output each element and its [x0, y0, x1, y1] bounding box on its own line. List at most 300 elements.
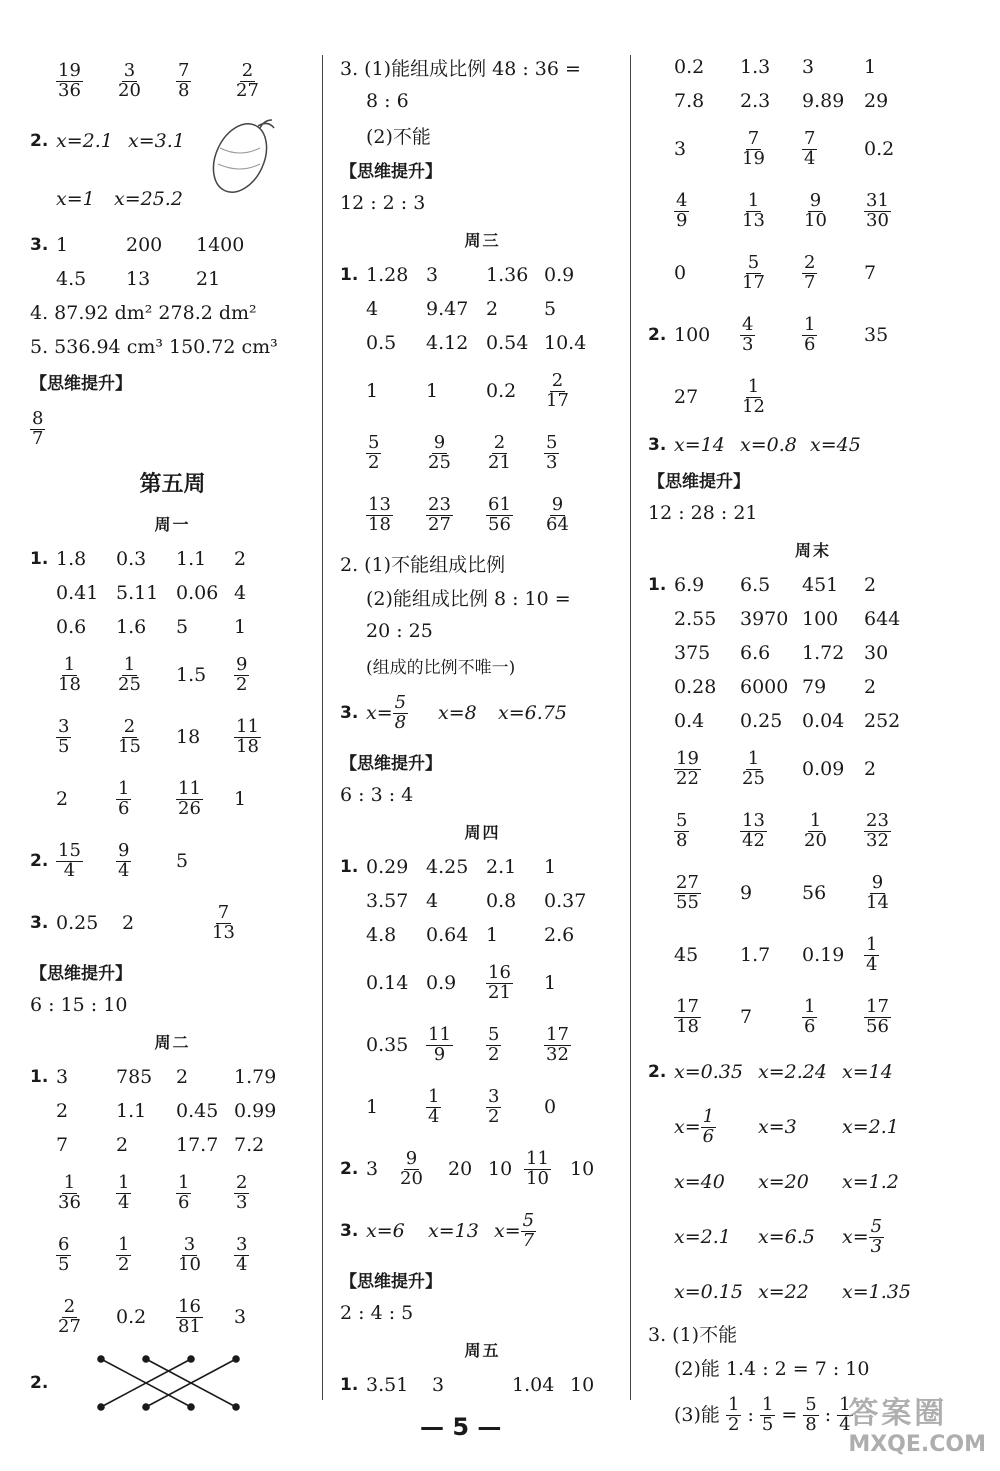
- answer-value: 1: [234, 615, 247, 638]
- fraction: 7 4: [804, 127, 816, 169]
- answer-value: x=20: [758, 1170, 809, 1193]
- answer-value: [56, 653, 116, 695]
- fraction: 1 6: [804, 995, 816, 1037]
- answer-value: 1.1: [116, 1099, 147, 1122]
- answer-row: [648, 366, 978, 428]
- answer-value: [740, 189, 802, 231]
- fraction: 5 8: [805, 1393, 817, 1435]
- answer-value: 2: [864, 675, 877, 698]
- answer-value: [56, 1295, 116, 1337]
- answer-value: [544, 493, 604, 535]
- answer-row: [648, 1096, 978, 1158]
- answer-value: 0.37: [544, 889, 587, 912]
- fraction: 17 32: [546, 1023, 569, 1065]
- answer-row: 3. 0.25 2 7 13: [30, 892, 315, 954]
- answer-row: (3)能 1 2 : 1 5 = 5 8 : 1 4: [674, 1393, 851, 1435]
- answer-row: 2. 15 4 9 4 5: [30, 830, 315, 892]
- fraction: 1 2: [118, 1233, 130, 1275]
- answer-value: 0.29: [366, 855, 409, 878]
- fraction: 16 21: [488, 961, 511, 1003]
- answer-value: 5: [176, 849, 189, 872]
- answer-value: [802, 251, 864, 293]
- answer-row: [30, 768, 315, 830]
- carrot-sticker-icon: [200, 118, 280, 208]
- answer-value: 1.8: [56, 547, 87, 570]
- answer-value: 252: [864, 709, 901, 732]
- answer-value: :: [747, 1403, 754, 1426]
- answer-value: 3: [802, 55, 815, 78]
- answer-row: [648, 924, 978, 986]
- fraction: 1 4: [866, 933, 878, 975]
- column-2: [340, 50, 625, 1402]
- fraction: 11 9: [428, 1023, 451, 1065]
- day-title: 周末: [794, 540, 831, 560]
- answer-value: [176, 1233, 234, 1275]
- fraction: 3 4: [236, 1233, 248, 1275]
- answer-row: [648, 986, 978, 1048]
- answer-value: x=40: [674, 1170, 725, 1193]
- fraction: 5 2: [488, 1023, 500, 1065]
- fraction: 4 3: [742, 313, 754, 355]
- answer-value: 0.2: [116, 1305, 147, 1328]
- answer-row: [340, 918, 625, 952]
- answer-value: [864, 809, 928, 851]
- answer-value: 35: [864, 323, 889, 346]
- answer-row: 2. x=2.1 x=3.1: [30, 129, 185, 152]
- fraction: 9 10: [804, 189, 827, 231]
- answer-value: 1: [234, 787, 247, 810]
- answer-value: 9.47: [426, 297, 469, 320]
- answer-value: x=2.1: [842, 1115, 899, 1138]
- answer-value: 6.5: [740, 573, 771, 596]
- answer-value: [864, 933, 928, 975]
- answer-value: 3: [366, 1157, 379, 1180]
- answer-value: 0.4: [674, 709, 705, 732]
- answer-row: [30, 1224, 315, 1286]
- answer-value: 0.8: [486, 889, 517, 912]
- fraction: 1 12: [742, 375, 765, 417]
- answer-value: [234, 1233, 294, 1275]
- answer-row: [648, 1158, 978, 1206]
- answer-value: 9: [740, 881, 753, 904]
- answer-value: [234, 1171, 294, 1213]
- answer-value: [802, 995, 864, 1037]
- fraction: 2 17: [546, 369, 569, 411]
- answer-row: [648, 636, 978, 670]
- answer-value: 0.28: [674, 675, 717, 698]
- day-title: 周四: [464, 822, 501, 842]
- answer-value: 1.28: [366, 263, 409, 286]
- section-header: 【思维提升】: [340, 753, 442, 774]
- answer-row: [648, 602, 978, 636]
- answer-value: [544, 369, 604, 411]
- answer-value: 0.64: [426, 923, 469, 946]
- answer-value: 20: [448, 1157, 473, 1180]
- answer-value: 2: [234, 547, 247, 570]
- answer-value: [740, 313, 802, 355]
- answer-row: [30, 1128, 315, 1162]
- answer-value: 5: [544, 297, 557, 320]
- answer-value: 17.7: [176, 1133, 219, 1156]
- page-number: — 5 —: [420, 1413, 502, 1441]
- answer-value: x=2.24: [758, 1060, 827, 1083]
- answer-value: 6.6: [740, 641, 771, 664]
- answer-row: [30, 1162, 315, 1224]
- fraction: 1 5: [761, 1393, 774, 1435]
- answer-value: 1.36: [486, 263, 529, 286]
- answer-row: [340, 1014, 625, 1076]
- answer-value: 0.09: [802, 757, 845, 780]
- answer-value: 785: [116, 1065, 153, 1088]
- answer-row: 4.5 13 21: [56, 267, 221, 290]
- answer-row: [340, 884, 625, 918]
- answer-value: [674, 809, 740, 851]
- answer-value: [176, 59, 234, 101]
- answer-value: [426, 1023, 486, 1065]
- watermark-logo: 答案圈 MXQE.COM: [848, 1396, 986, 1457]
- answer-value: 1.7: [740, 943, 771, 966]
- answer-value: [802, 127, 864, 169]
- answer-value: 6.9: [674, 573, 705, 596]
- answer-value: 0.54: [486, 331, 529, 354]
- answer-value: x=14: [842, 1060, 893, 1083]
- section-header: 【思维提升】: [340, 1271, 442, 1292]
- answer-value: 0.2: [674, 55, 705, 78]
- answer-value: 4: [234, 581, 247, 604]
- answer-value: [803, 1393, 818, 1435]
- answer-row: x=1 x=25.2: [56, 187, 183, 210]
- fraction: 7 13: [212, 901, 235, 943]
- weekend-q1: [648, 568, 978, 1048]
- answer-value: [486, 1085, 544, 1127]
- answer-row: [340, 1076, 625, 1138]
- fraction: 4 9: [676, 189, 688, 231]
- answer-value: 9.89: [802, 89, 845, 112]
- answer-value: 1: [366, 1095, 379, 1118]
- fraction: 17 56: [866, 995, 889, 1037]
- fraction: $\frac{5}{3}$: [870, 1215, 883, 1257]
- answer-row: [340, 484, 625, 546]
- answer-value: 0.5: [366, 331, 397, 354]
- answer-value: 4.25: [426, 855, 469, 878]
- answer-value: [30, 407, 45, 449]
- friday-q1-continued: [648, 50, 978, 304]
- answer-value: 6000: [740, 675, 789, 698]
- fraction: 9 20: [400, 1147, 423, 1189]
- answer-note: (组成的比例不唯一): [366, 657, 516, 678]
- answer-value: 2: [176, 1065, 189, 1088]
- fraction: 1 6: [178, 1171, 190, 1213]
- answer-row: [648, 84, 978, 118]
- answer-value: [674, 871, 740, 913]
- answer-value: 3.57: [366, 889, 409, 912]
- answer-value: 3: [234, 1305, 247, 1328]
- answer-value: 2: [864, 757, 877, 780]
- fraction: 9 4: [118, 839, 130, 881]
- answer-value: [760, 1393, 775, 1435]
- answer-value: 7: [740, 1005, 753, 1028]
- answer-row: 1. 0.29 4.25 2.1 1: [340, 850, 625, 884]
- day-title: 周五: [464, 1340, 501, 1360]
- answer-value: [116, 777, 176, 819]
- answer-value: 4: [366, 297, 379, 320]
- answer-line: 20 : 25: [366, 620, 433, 642]
- fraction: 1 13: [742, 189, 765, 231]
- answer-value: 1: [544, 855, 557, 878]
- answer-value: 2: [864, 573, 877, 596]
- answer-row: [340, 422, 625, 484]
- answer-row: [648, 704, 978, 738]
- answer-line: 12 : 2 : 3: [340, 192, 426, 214]
- answer-value: 10: [488, 1157, 513, 1180]
- answer-value: 0: [544, 1095, 557, 1118]
- weekend-q2: [648, 1048, 978, 1316]
- fraction: 9 64: [546, 493, 569, 535]
- section-header: 【思维提升】: [30, 963, 132, 984]
- answer-value: 7.8: [674, 89, 705, 112]
- answer-value: 5.11: [116, 581, 159, 604]
- fraction: 3 2: [488, 1085, 500, 1127]
- answer-value: 18: [176, 725, 201, 748]
- answer-row: [30, 50, 315, 112]
- answer-value: 2: [56, 1099, 69, 1122]
- day-title: 周二: [154, 1032, 191, 1052]
- answer-value: 2: [116, 1133, 129, 1156]
- answer-value: x=1.35: [842, 1280, 911, 1303]
- answer-value: [116, 839, 176, 881]
- answer-value: [802, 313, 864, 355]
- answer-value: 7.2: [234, 1133, 265, 1156]
- answer-value: [740, 747, 802, 789]
- answer-row: 1. 3 785 2 1.79: [30, 1060, 315, 1094]
- answer-line: 2 : 4 : 5: [340, 1302, 414, 1324]
- answer-value: 0.2: [864, 137, 895, 160]
- answer-value: 2.3: [740, 89, 771, 112]
- answer-value: x=8: [438, 701, 477, 724]
- wednesday-q1: [340, 258, 625, 546]
- fraction: 3 20: [118, 59, 141, 101]
- answer-row: 3. x=14 x=0.8 x=45: [648, 433, 861, 456]
- answer-value: 0.2: [486, 379, 517, 402]
- answer-row: [648, 118, 978, 180]
- answer-value: x= $\frac{5}{3}$: [842, 1215, 883, 1257]
- answer-value: 4.12: [426, 331, 469, 354]
- section-header: 【思维提升】: [648, 471, 750, 492]
- answer-value: [56, 839, 116, 881]
- fraction: 1 4: [839, 1393, 851, 1435]
- fraction: $\frac{1}{6}$: [702, 1105, 715, 1147]
- answer-value: [486, 1023, 544, 1065]
- matching-lines-figure: [96, 1351, 246, 1415]
- answer-value: [426, 1085, 486, 1127]
- fraction: 9 25: [428, 431, 451, 473]
- answer-value: 451: [802, 573, 839, 596]
- column-1: [30, 50, 315, 1418]
- answer-value: [674, 189, 740, 231]
- thursday-q1: [340, 850, 625, 1138]
- fraction: 11 18: [236, 715, 259, 757]
- answer-value: 1: [426, 379, 439, 402]
- answer-value: x=1.2: [842, 1170, 899, 1193]
- fraction: 1 6: [804, 313, 816, 355]
- answer-value: [740, 127, 802, 169]
- answer-value: [524, 1147, 570, 1189]
- answer-row: [648, 670, 978, 704]
- answer-value: x=2.1: [674, 1225, 731, 1248]
- column-3: [648, 50, 978, 1446]
- answer-line: 8 : 6: [366, 90, 409, 112]
- answer-value: [740, 251, 802, 293]
- answer-value: [726, 1393, 741, 1435]
- fraction: 1 20: [804, 809, 827, 851]
- answer-value: 30: [864, 641, 889, 664]
- answer-value: 10.4: [544, 331, 587, 354]
- fraction: 13 18: [368, 493, 391, 535]
- fraction: 1 36: [58, 1171, 81, 1213]
- answer-value: 0.9: [544, 263, 575, 286]
- answer-row: 1. 6.9 6.5 451 2: [648, 568, 978, 602]
- fraction: 15 4: [58, 839, 81, 881]
- answer-value: =: [781, 1403, 798, 1426]
- fraction: 6 5: [58, 1233, 70, 1275]
- answer-value: [864, 871, 928, 913]
- answer-row: 2. x=0.35 x=2.24 x=14: [648, 1048, 978, 1096]
- answer-value: x= $\frac{5}{7}$: [494, 1209, 535, 1251]
- answer-value: [544, 431, 604, 473]
- answer-line: 3. (1)能组成比例 48 : 36 =: [340, 57, 581, 80]
- answer-line: 6 : 15 : 10: [30, 994, 128, 1016]
- fraction: 7 8: [178, 59, 190, 101]
- answer-value: 0.14: [366, 971, 409, 994]
- fraction: $\frac{5}{8}$: [394, 691, 407, 733]
- answer-row: 3. 1 200 1400: [30, 233, 245, 256]
- answer-value: [116, 1171, 176, 1213]
- answer-row: [648, 738, 978, 800]
- fraction: 1 25: [118, 653, 141, 695]
- answer-value: x=13: [428, 1219, 479, 1242]
- answer-row: [648, 180, 978, 242]
- answer-row: 2.: [30, 1348, 315, 1418]
- fraction: 11 26: [178, 777, 201, 819]
- answer-row: [340, 326, 625, 360]
- answer-value: 10: [570, 1157, 595, 1180]
- answer-value: 3: [56, 1065, 69, 1088]
- answer-value: [116, 715, 176, 757]
- answer-row: [340, 360, 625, 422]
- fraction: 2 15: [118, 715, 141, 757]
- answer-row: 3. x= $\frac{5}{8}$ x=8 x=6.75: [340, 682, 625, 744]
- answer-row: [340, 952, 625, 1014]
- fraction: 5 17: [742, 251, 765, 293]
- fraction: 2 27: [236, 59, 259, 101]
- answer-value: 0.99: [234, 1099, 277, 1122]
- answer-row: [30, 576, 315, 610]
- answer-value: [802, 189, 864, 231]
- answer-line: 5. 536.94 cm³ 150.72 cm³: [30, 336, 278, 358]
- answer-value: 0: [674, 261, 687, 284]
- answer-value: [176, 1171, 234, 1213]
- answer-line: 3. (1)不能: [648, 1323, 738, 1346]
- answer-row: [648, 800, 978, 862]
- answer-line: 12 : 28 : 21: [648, 502, 758, 524]
- answer-value: [366, 431, 426, 473]
- answer-value: 0.41: [56, 581, 99, 604]
- fraction: 8 7: [32, 407, 44, 449]
- answer-value: x=3: [758, 1115, 797, 1138]
- section-header: 【思维提升】: [340, 161, 442, 182]
- fraction: 19 22: [676, 747, 699, 789]
- answer-value: 3: [426, 263, 439, 286]
- day-title: 周三: [464, 230, 501, 250]
- answer-value: x=0.15: [674, 1280, 743, 1303]
- answer-value: 4: [426, 889, 439, 912]
- answer-value: [116, 653, 176, 695]
- answer-row: [340, 292, 625, 326]
- answer-value: 0.9: [426, 971, 457, 994]
- answer-value: 1: [544, 971, 557, 994]
- fraction: 1 4: [118, 1171, 130, 1213]
- answer-value: [116, 59, 176, 101]
- answer-value: [234, 59, 294, 101]
- answer-value: [426, 493, 486, 535]
- fraction: 23 32: [866, 809, 889, 851]
- fraction: 1 18: [58, 653, 81, 695]
- answer-row: 1. 1.8 0.3 1.1 2: [30, 542, 315, 576]
- answer-value: 2.1: [486, 855, 517, 878]
- fraction: 3 5: [58, 715, 70, 757]
- fraction: 31 30: [866, 189, 889, 231]
- fraction: 17 18: [676, 995, 699, 1037]
- answer-value: 0.35: [366, 1033, 409, 1056]
- tuesday-q1: [30, 1060, 315, 1348]
- answer-value: 7: [56, 1133, 69, 1156]
- answer-value: [740, 375, 802, 417]
- fraction: 3 10: [178, 1233, 201, 1275]
- answer-row: [30, 1286, 315, 1348]
- answer-value: 644: [864, 607, 901, 630]
- answer-row: [648, 1268, 978, 1316]
- answer-value: [56, 1233, 116, 1275]
- column-divider-1: [322, 55, 323, 1400]
- answer-value: x=6: [366, 1219, 405, 1242]
- answer-value: :: [824, 1403, 832, 1426]
- answer-value: [56, 59, 116, 101]
- answer-value: [802, 809, 864, 851]
- answer-value: x=6.75: [498, 701, 567, 724]
- fraction: 2 21: [488, 431, 511, 473]
- answer-value: 100: [802, 607, 839, 630]
- fraction: 16 81: [178, 1295, 201, 1337]
- answer-value: 100: [674, 323, 711, 346]
- answer-value: 0.45: [176, 1099, 219, 1122]
- answer-value: 0.3: [116, 547, 147, 570]
- fraction: $\frac{5}{7}$: [522, 1209, 535, 1251]
- answer-value: x=22: [758, 1280, 809, 1303]
- answer-value: 1.79: [234, 1065, 277, 1088]
- answer-value: x=6.5: [758, 1225, 815, 1248]
- answer-line: (2)能 1.4 : 2 = 7 : 10: [674, 1357, 870, 1380]
- answer-value: [210, 901, 268, 943]
- answer-row: 1. 3.51 3 1.04 10: [340, 1373, 595, 1396]
- week-title: 第五周: [139, 471, 206, 497]
- answer-value: 0.25: [56, 911, 99, 934]
- answer-value: 56: [802, 881, 827, 904]
- answer-row: [648, 862, 978, 924]
- fraction: 61 56: [488, 493, 511, 535]
- answer-line: 2. (1)不能组成比例: [340, 553, 506, 576]
- answer-value: 1: [864, 55, 877, 78]
- answer-value: 4.8: [366, 923, 397, 946]
